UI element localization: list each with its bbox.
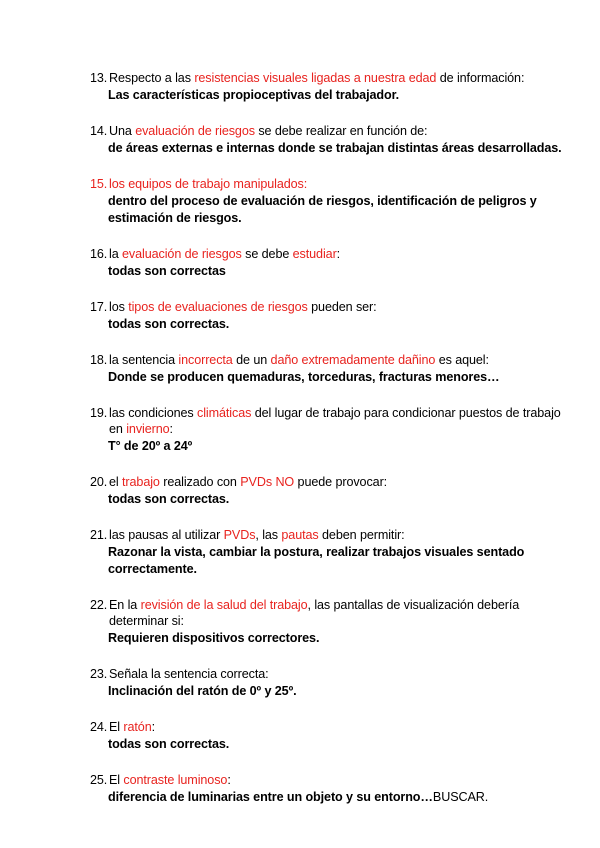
highlighted-phrase: pautas: [281, 528, 319, 542]
highlighted-phrase: invierno: [126, 422, 170, 436]
answer-phrase: T° de 20º a 24º: [108, 439, 193, 453]
highlighted-phrase: contraste luminoso: [123, 773, 228, 787]
answer-phrase: Requieren dispositivos correctores.: [108, 631, 320, 645]
question-item: [90, 299, 570, 333]
question-line: [90, 527, 570, 543]
question-item: [90, 176, 570, 227]
question-line: [90, 719, 570, 735]
question-phrase: la: [109, 247, 123, 261]
question-number: 20.: [90, 475, 108, 489]
highlighted-phrase: incorrecta: [178, 353, 233, 367]
answer-text: [90, 193, 570, 227]
question-phrase: :: [336, 247, 341, 261]
question-number: 24.: [90, 720, 108, 734]
question-number: 13.: [90, 71, 108, 85]
question-phrase: puede provocar:: [294, 475, 388, 489]
answer-suffix: BUSCAR.: [432, 790, 489, 804]
question-number: 22.: [90, 598, 108, 612]
highlighted-phrase: revisión de la salud del trabajo: [140, 598, 308, 612]
question-phrase: En la: [109, 598, 141, 612]
question-phrase: se debe: [241, 247, 293, 261]
question-item: [90, 123, 570, 157]
question-phrase: las condiciones: [109, 406, 198, 420]
question-number: 19.: [90, 406, 108, 420]
highlighted-phrase: ratón: [123, 720, 152, 734]
highlighted-phrase: estudiar: [292, 247, 337, 261]
question-item: [90, 772, 570, 806]
highlighted-phrase: trabajo: [122, 475, 160, 489]
answer-phrase: dentro del proceso de evaluación de riesgos, identificación de peligros y estimación de riesgos.: [108, 194, 537, 225]
question-number: 15.: [90, 177, 108, 191]
question-phrase: el: [109, 475, 123, 489]
question-item: [90, 719, 570, 753]
answer-phrase: todas son correctas: [108, 264, 226, 278]
question-item: [90, 70, 570, 104]
question-phrase: es aquel:: [435, 353, 489, 367]
question-text: [109, 474, 570, 490]
question-number: 17.: [90, 300, 108, 314]
question-item: [90, 405, 570, 455]
question-item: [90, 597, 570, 647]
question-line: [90, 352, 570, 368]
answer-phrase: Donde se producen quemaduras, torceduras, fracturas menores…: [108, 370, 500, 384]
question-text: [109, 352, 570, 368]
question-phrase: Respecto a las: [109, 71, 195, 85]
answer-text: [90, 316, 570, 333]
question-line: [90, 597, 570, 629]
question-number: 23.: [90, 667, 108, 681]
question-text: [109, 527, 570, 543]
highlighted-phrase: PVDs: [223, 528, 256, 542]
question-phrase: deben permitir:: [318, 528, 405, 542]
question-phrase: , las: [255, 528, 282, 542]
answer-text: [90, 140, 570, 157]
question-phrase: los: [109, 300, 129, 314]
question-text: [109, 666, 570, 682]
question-line: [90, 246, 570, 262]
question-text: [109, 719, 570, 735]
question-text: [109, 176, 570, 192]
question-item: [90, 246, 570, 280]
question-phrase: realizado con: [159, 475, 241, 489]
answer-text: [90, 736, 570, 753]
answer-phrase: diferencia de luminarias entre un objeto y su entorno…: [108, 790, 433, 804]
highlighted-phrase: PVDs NO: [240, 475, 295, 489]
answer-phrase: todas son correctas.: [108, 492, 230, 506]
answer-phrase: Las características propioceptivas del trabajador.: [108, 88, 400, 102]
question-phrase: del lugar de trabajo para condicionar puestos de trabajo en: [109, 406, 561, 436]
question-phrase: El: [109, 720, 124, 734]
question-phrase: , las pantallas de visualización debería determinar si:: [109, 598, 520, 628]
question-item: [90, 474, 570, 508]
highlighted-phrase: evaluación de riesgos: [122, 247, 242, 261]
question-phrase: de información:: [436, 71, 525, 85]
question-phrase: la sentencia: [109, 353, 179, 367]
question-phrase: pueden ser:: [307, 300, 377, 314]
question-line: [90, 666, 570, 682]
question-phrase: :: [227, 773, 231, 787]
answer-text: [90, 630, 570, 647]
answer-phrase: Razonar la vista, cambiar la postura, realizar trabajos visuales sentado correctamente.: [108, 545, 525, 576]
question-text: [109, 772, 570, 788]
question-list: [90, 70, 570, 825]
question-line: [90, 474, 570, 490]
question-line: [90, 123, 570, 139]
question-phrase: :: [151, 720, 156, 734]
question-text: [109, 597, 570, 629]
highlighted-phrase: resistencias visuales ligadas a nuestra edad: [194, 71, 437, 85]
question-number: 25.: [90, 773, 108, 787]
highlighted-phrase: daño extremadamente dañino: [270, 353, 436, 367]
question-phrase: de un: [232, 353, 271, 367]
question-item: [90, 352, 570, 386]
answer-text: [90, 544, 570, 578]
answer-text: [90, 789, 570, 806]
question-text: [109, 299, 570, 315]
question-phrase: :: [169, 422, 173, 436]
question-line: [90, 772, 570, 788]
question-number: 18.: [90, 353, 108, 367]
answer-phrase: todas son correctas.: [108, 317, 230, 331]
answer-text: [90, 683, 570, 700]
highlighted-phrase: los equipos de trabajo manipulados:: [109, 177, 308, 191]
answer-phrase: todas son correctas.: [108, 737, 230, 751]
question-text: [109, 123, 570, 139]
highlighted-phrase: climáticas: [197, 406, 252, 420]
question-phrase: El: [109, 773, 124, 787]
question-line: [90, 176, 570, 192]
question-line: [90, 70, 570, 86]
question-phrase: se debe realizar en función de:: [254, 124, 428, 138]
answer-phrase: Inclinación del ratón de 0º y 25º.: [108, 684, 297, 698]
highlighted-phrase: evaluación de riesgos: [135, 124, 255, 138]
question-line: [90, 299, 570, 315]
question-phrase: las pausas al utilizar: [109, 528, 224, 542]
answer-text: [90, 369, 570, 386]
question-number: 16.: [90, 247, 108, 261]
question-text: [109, 405, 570, 437]
question-line: [90, 405, 570, 437]
question-number: 21.: [90, 528, 108, 542]
question-phrase: Señala la sentencia correcta:: [109, 667, 269, 681]
question-item: [90, 527, 570, 578]
highlighted-phrase: tipos de evaluaciones de riesgos: [128, 300, 308, 314]
question-item: [90, 666, 570, 700]
question-text: [109, 246, 570, 262]
answer-text: [90, 438, 570, 455]
question-text: [109, 70, 570, 86]
question-number: 14.: [90, 124, 108, 138]
answer-text: [90, 87, 570, 104]
answer-text: [90, 491, 570, 508]
answer-text: [90, 263, 570, 280]
answer-phrase: de áreas externas e internas donde se trabajan distintas áreas desarrolladas.: [108, 141, 562, 155]
question-phrase: Una: [109, 124, 136, 138]
